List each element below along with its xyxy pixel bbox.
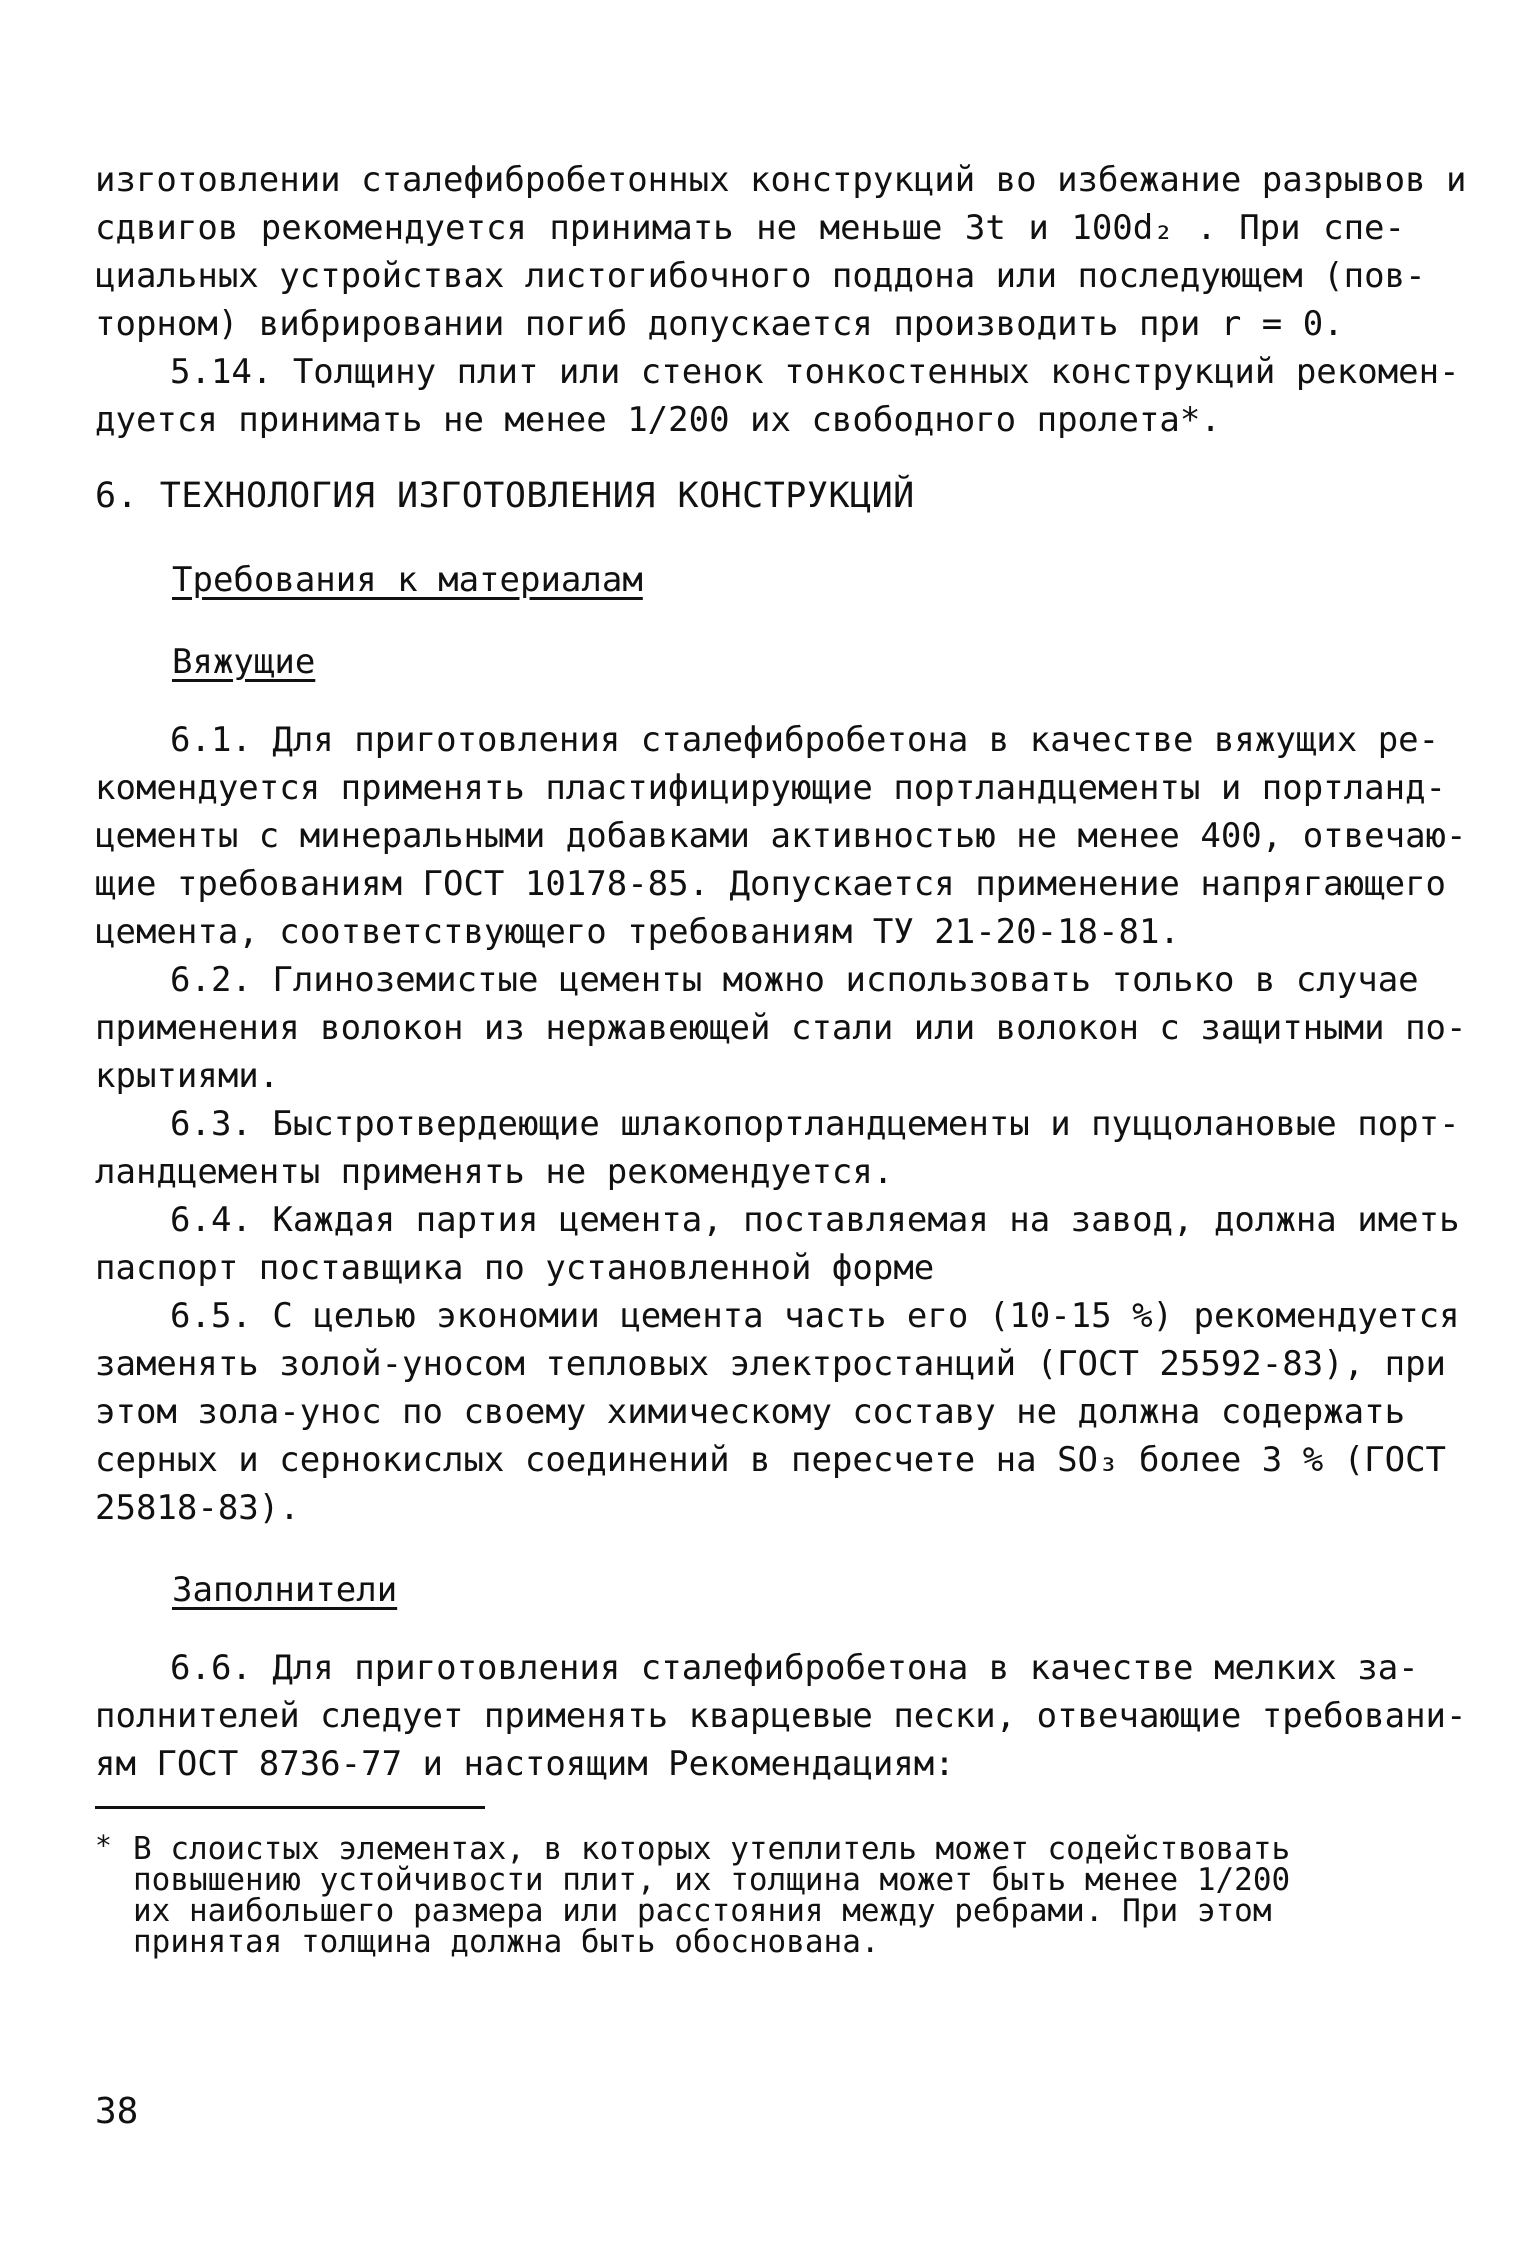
text-line: 6.1. Для приготовления сталефибробетона в качестве вяжущих ре- [170, 720, 1440, 760]
paragraph-6-4 [95, 1196, 1460, 1292]
page-number: 38 [95, 2091, 139, 2132]
subheading-requirements: Требования к материалам [172, 560, 643, 600]
text-line: серных и сернокислых соединений в пересчете на SO₃ более 3 % (ГОСТ [95, 1440, 1447, 1480]
text-line: изготовлении сталефибробетонных конструкций во избежание разрывов и [95, 160, 1467, 200]
footnote-mark: * [95, 1829, 112, 1862]
text-line: 5.14. Толщину плит или стенок тонкостенных конструкций рекомен- [170, 352, 1460, 392]
text-line: цемента, соответствующего требованиям ТУ 21-20-18-81. [95, 912, 1180, 952]
text-line: 6.5. С целью экономии цемента часть его (10-15 %) рекомендуется [170, 1296, 1460, 1336]
subheading-aggregates: Заполнители [172, 1570, 398, 1610]
text-line: ландцементы применять не рекомендуется. [95, 1152, 894, 1192]
paragraph-6-1 [95, 716, 1467, 956]
paragraph-6-6 [95, 1644, 1467, 1788]
footnote-divider [95, 1806, 485, 1809]
paragraph-continuation [95, 156, 1467, 348]
footnote-line: их наибольшего размера или расстояния между ребрами. При этом [133, 1893, 1272, 1929]
subheading-binders: Вяжущие [172, 642, 316, 682]
footnote [95, 1829, 1355, 1960]
footnote-line: В слоистых элементах, в которых утеплитель может содействовать [133, 1831, 1291, 1867]
text-line: этом зола-унос по своему химическому составу не должна содержать [95, 1392, 1406, 1432]
text-line: дуется принимать не менее 1/200 их свободного пролета*. [95, 400, 1221, 440]
footnote-line: повышению устойчивости плит, их толщина может быть менее 1/200 [133, 1862, 1291, 1898]
text-line: сдвигов рекомендуется принимать не меньше 3t и 100d₂ . При спе- [95, 208, 1405, 248]
paragraph-6-5 [95, 1292, 1460, 1532]
text-line: циальных устройствах листогибочного поддона или последующем (пов- [95, 256, 1426, 296]
paragraph-6-3 [95, 1100, 1460, 1196]
paragraph-6-2 [95, 956, 1467, 1100]
text-line: паспорт поставщика по установленной форме [95, 1248, 935, 1288]
text-line: 6.4. Каждая партия цемента, поставляемая на завод, должна иметь [170, 1200, 1460, 1240]
text-line: 25818-83). [95, 1488, 300, 1528]
paragraph-5-14 [95, 348, 1460, 444]
text-line: 6.2. Глиноземистые цементы можно использовать только в случае [170, 960, 1419, 1000]
text-line: полнителей следует применять кварцевые пески, отвечающие требовани- [95, 1696, 1467, 1736]
text-line: щие требованиям ГОСТ 10178-85. Допускается применение напрягающего [95, 864, 1447, 904]
footnote-line: принятая толщина должна быть обоснована. [133, 1924, 880, 1960]
section-title: 6. ТЕХНОЛОГИЯ ИЗГОТОВЛЕНИЯ КОНСТРУКЦИЙ [95, 476, 915, 516]
text-line: торном) вибрировании погиб допускается производить при r = 0. [95, 304, 1344, 344]
text-line: комендуется применять пластифицирующие портландцементы и портланд- [95, 768, 1447, 808]
text-line: заменять золой-уносом тепловых электростанций (ГОСТ 25592-83), при [95, 1344, 1447, 1384]
text-line: 6.6. Для приготовления сталефибробетона в качестве мелких за- [170, 1648, 1419, 1688]
text-line: применения волокон из нержавеющей стали или волокон с защитными по- [95, 1008, 1467, 1048]
text-line: крытиями. [95, 1056, 280, 1096]
text-line: 6.3. Быстротвердеющие шлакопортландцементы и пуццолановые порт- [170, 1104, 1460, 1144]
text-line: ям ГОСТ 8736-77 и настоящим Рекомендациям: [95, 1744, 955, 1784]
text-line: цементы с минеральными добавками активностью не менее 400, отвечаю- [95, 816, 1467, 856]
